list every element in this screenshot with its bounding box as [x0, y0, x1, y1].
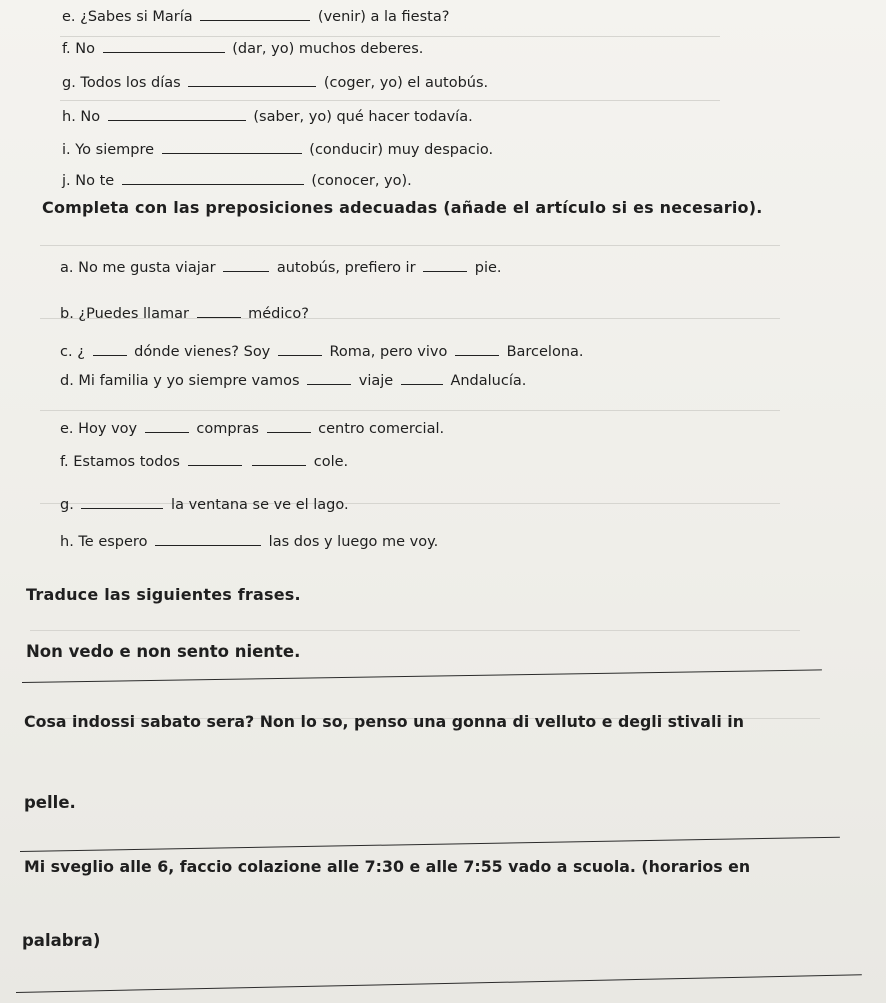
item-text: (saber, yo) qué hacer todavía. — [253, 109, 473, 125]
exercise-item — [60, 257, 502, 276]
answer-blank[interactable] — [423, 257, 467, 272]
item-text: viaje — [358, 373, 394, 389]
item-text: (coger, yo) el autobús. — [323, 75, 489, 91]
item-text: Roma, pero vivo — [329, 344, 448, 360]
answer-blank[interactable] — [155, 531, 261, 546]
exercise-item — [62, 6, 449, 25]
translation-sentence: pelle. — [24, 793, 76, 812]
answer-line[interactable] — [22, 669, 822, 683]
answer-blank[interactable] — [307, 370, 351, 385]
item-text: c. ¿ — [60, 344, 85, 360]
answer-blank[interactable] — [252, 451, 306, 466]
exercise-item — [62, 170, 412, 189]
item-text: a. No me gusta viajar — [60, 260, 216, 276]
item-text: e. ¿Sabes si María — [62, 9, 193, 25]
answer-blank[interactable] — [267, 418, 311, 433]
exercise-item — [60, 370, 526, 389]
item-text: médico? — [248, 306, 309, 322]
translation-sentence: palabra) — [22, 931, 101, 950]
item-text: g. — [60, 497, 74, 513]
translation-sentence: Cosa indossi sabato sera? Non lo so, penso una gonna di velluto e degli stivali in — [24, 712, 744, 731]
exercise-item — [60, 494, 349, 513]
section-instruction: Completa con las preposiciones adecuadas (añade el artículo si es necesario). — [42, 198, 763, 217]
exercise-item — [62, 38, 423, 57]
item-text: (venir) a la fiesta? — [317, 9, 450, 25]
answer-blank[interactable] — [188, 451, 242, 466]
section-instruction: Traduce las siguientes frases. — [26, 585, 301, 604]
item-text: (dar, yo) muchos deberes. — [232, 41, 424, 57]
answer-blank[interactable] — [401, 370, 443, 385]
answer-blank[interactable] — [93, 341, 127, 356]
exercise-item — [62, 139, 493, 158]
translation-sentence: Mi sveglio alle 6, faccio colazione alle 7:30 e alle 7:55 vado a scuola. (horarios en — [24, 857, 751, 876]
answer-blank[interactable] — [455, 341, 499, 356]
answer-blank[interactable] — [278, 341, 322, 356]
exercise-item — [60, 531, 438, 550]
item-text: dónde vienes? Soy — [134, 344, 271, 360]
answer-blank[interactable] — [223, 257, 269, 272]
answer-blank[interactable] — [122, 170, 304, 185]
ruled-line — [40, 245, 780, 246]
item-text: g. Todos los días — [62, 75, 181, 91]
item-text: h. Te espero — [60, 534, 148, 550]
item-text: e. Hoy voy — [60, 421, 138, 437]
item-text: centro comercial. — [318, 421, 445, 437]
item-text: pie. — [474, 260, 502, 276]
ruled-line — [60, 100, 720, 101]
exercise-item — [60, 451, 348, 470]
item-text: i. Yo siempre — [62, 142, 155, 158]
exercise-item — [60, 341, 584, 360]
answer-blank[interactable] — [108, 106, 246, 121]
item-text: (conducir) muy despacio. — [309, 142, 494, 158]
translation-sentence: Non vedo e non sento niente. — [26, 642, 301, 661]
answer-blank[interactable] — [103, 38, 225, 53]
exercise-item — [62, 72, 488, 91]
exercise-item — [62, 106, 473, 125]
item-text: Barcelona. — [506, 344, 584, 360]
item-text: f. Estamos todos — [60, 454, 180, 470]
answer-blank[interactable] — [162, 139, 302, 154]
item-text: h. No — [62, 109, 101, 125]
ruled-line — [30, 630, 800, 631]
answer-blank[interactable] — [188, 72, 316, 87]
answer-line[interactable] — [20, 837, 840, 852]
answer-blank[interactable] — [197, 303, 241, 318]
item-text: las dos y luego me voy. — [268, 534, 439, 550]
item-text: b. ¿Puedes llamar — [60, 306, 189, 322]
ruled-line — [60, 36, 720, 37]
item-text: (conocer, yo). — [311, 173, 412, 189]
answer-blank[interactable] — [81, 494, 163, 509]
exercise-item — [60, 303, 309, 322]
answer-line[interactable] — [16, 974, 862, 993]
item-text: compras — [196, 421, 259, 437]
exercise-item — [60, 418, 444, 437]
item-text: j. No te — [62, 173, 115, 189]
item-text: la ventana se ve el lago. — [171, 497, 349, 513]
answer-blank[interactable] — [145, 418, 189, 433]
item-text: d. Mi familia y yo siempre vamos — [60, 373, 300, 389]
item-text: Andalucía. — [450, 373, 527, 389]
item-text: cole. — [313, 454, 349, 470]
answer-blank[interactable] — [200, 6, 310, 21]
item-text: autobús, prefiero ir — [276, 260, 416, 276]
item-text: f. No — [62, 41, 95, 57]
ruled-line — [40, 410, 780, 411]
